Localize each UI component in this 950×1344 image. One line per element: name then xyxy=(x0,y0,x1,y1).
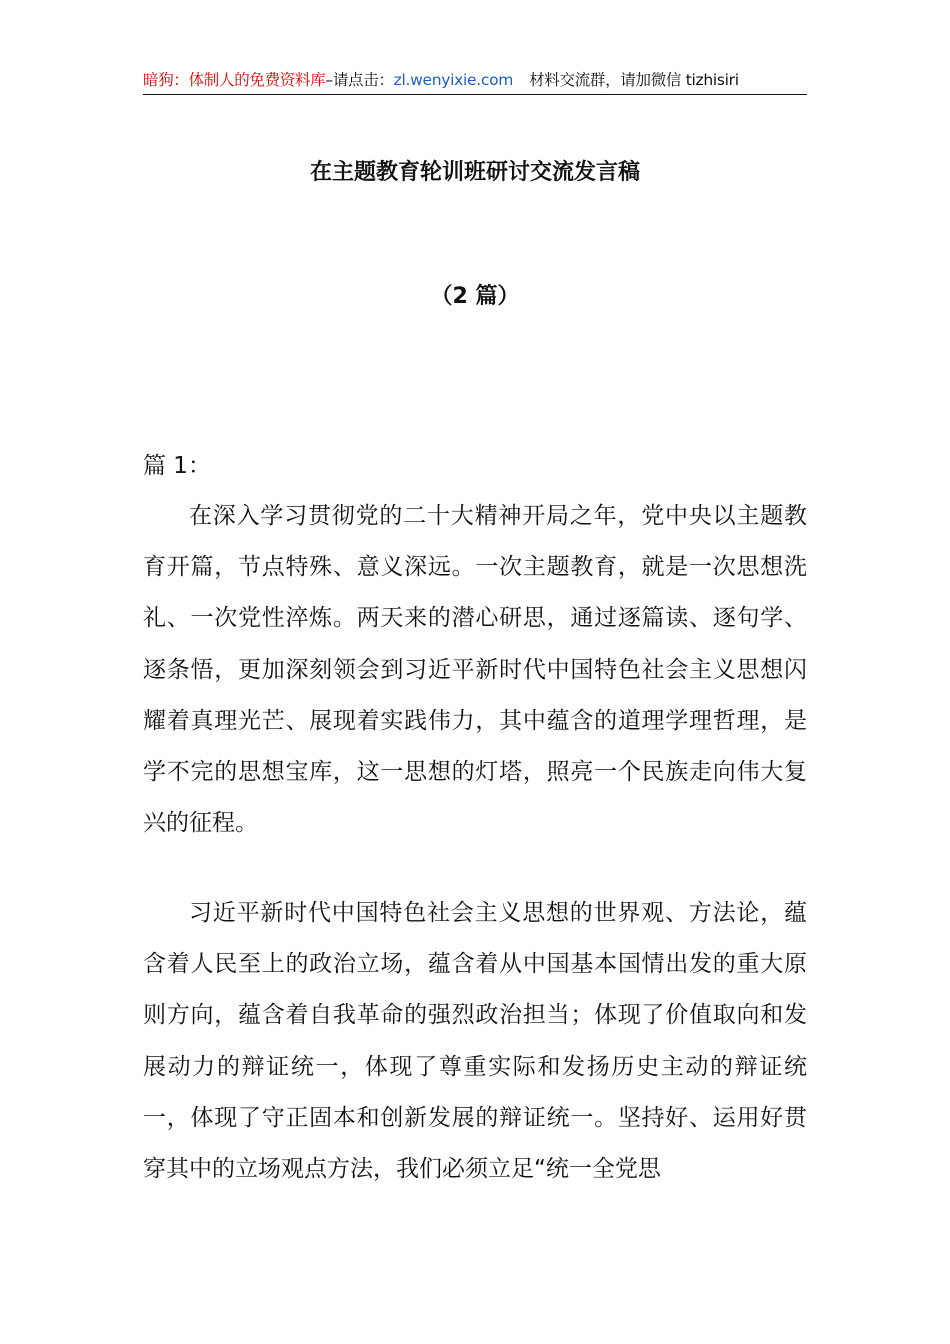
document-subtitle: （2 篇） xyxy=(430,284,520,309)
header-contact-text: 材料交流群，请加微信 tizhisiri xyxy=(529,71,739,89)
document-title: 在主题教育轮训班研讨交流发言稿 xyxy=(309,160,640,185)
page-header xyxy=(143,66,807,94)
body-paragraph-2: 习近平新时代中国特色社会主义思想的世界观、方法论，蕴含着人民至上的政治立场，蕴含着从中国基本国情出发的重大原则方向，蕴含着自我革命的强烈政治担当；体现了价值取向和发展动力的辩证统一，体现了尊重实际和发扬历史主动的辩证统一，体现了守正固本和创新发展的辩证统一。坚持好、运用好贯穿其中的立场观点方法，我们必须立足“统一全党思 xyxy=(143,900,807,1183)
header-divider xyxy=(143,94,807,95)
header-brand-text: 暗狗：体制人的免费资料库 xyxy=(143,71,326,89)
section-label: 篇 1： xyxy=(143,453,211,479)
header-separator-text: –请点击： xyxy=(325,71,394,89)
body-paragraph-1: 在深入学习贯彻党的二十大精神开局之年，党中央以主题教育开篇，节点特殊、意义深远。一次主题教育，就是一次思想洗礼、一次党性淬炼。两天来的潜心研思，通过逐篇读、逐句学、逐条悟，更加深刻领会到习近平新时代中国特色社会主义思想闪耀着真理光芒、展现着实践伟力，其中蕴含的道理学理哲理，是学不完的思想宝库，这一思想的灯塔，照亮一个民族走向伟大复兴的征程。 xyxy=(143,503,807,837)
header-link[interactable]: zl.wenyixie.com xyxy=(393,71,514,89)
